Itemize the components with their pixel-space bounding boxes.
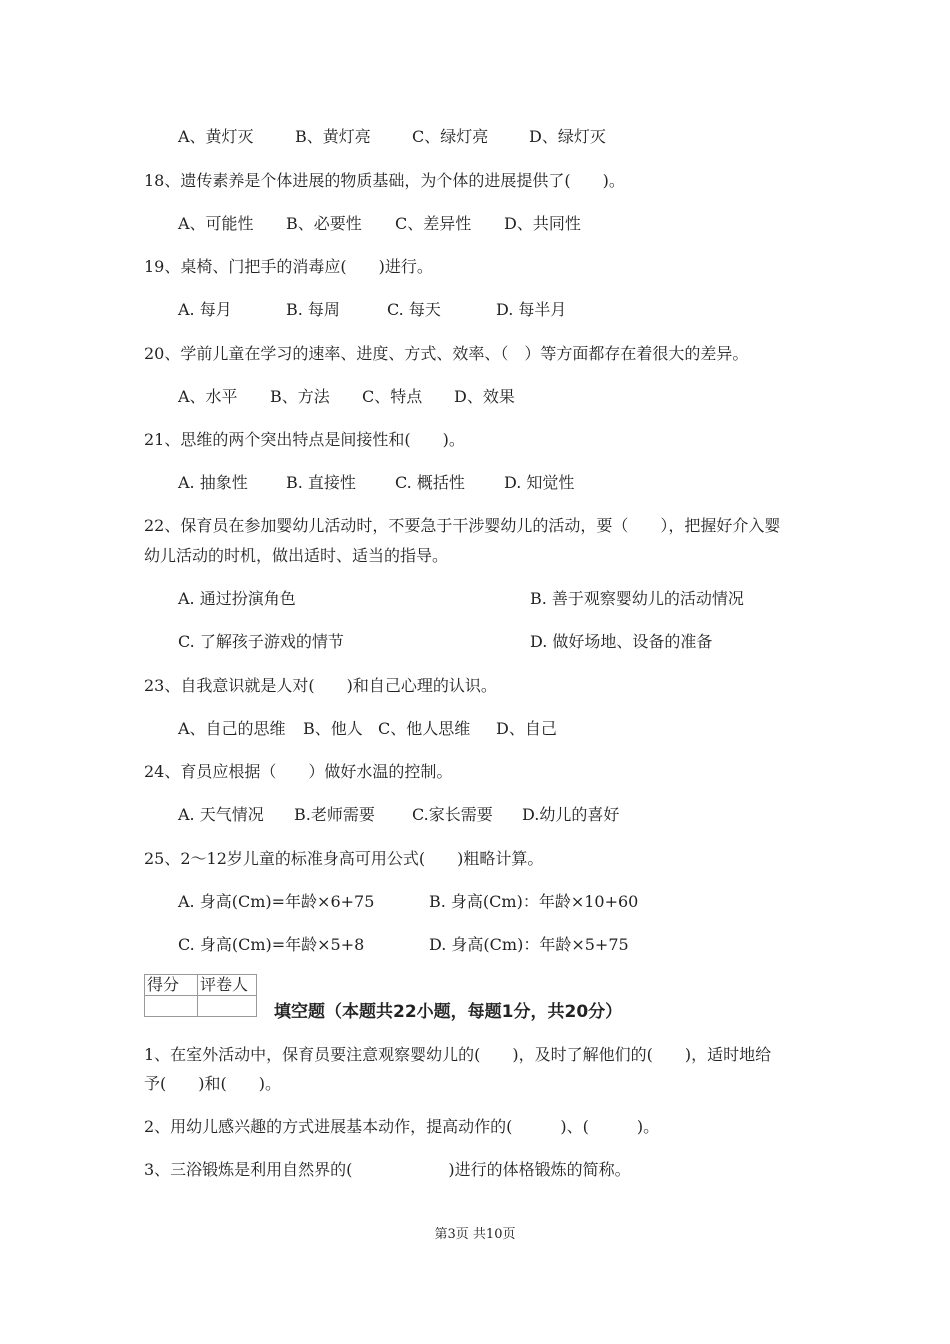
q25-stem: 25、2～12岁儿童的标准身高可用公式( )粗略计算。	[144, 849, 544, 868]
fill-2: 2、用幼儿感兴趣的方式进展基本动作，提高动作的( )、( )。	[144, 1117, 660, 1136]
q20-stem: 20、学前儿童在学习的速率、进度、方式、效率、（ ）等方面都存在着很大的差异。	[144, 344, 749, 363]
score-label: 得分	[145, 975, 198, 996]
q19-option-d: D. 每半月	[496, 300, 567, 319]
score-cell	[145, 996, 198, 1017]
fill-1-line2: 予( )和( )。	[144, 1074, 281, 1093]
q20-option-c: C、特点	[362, 387, 423, 406]
q18-option-d: D、共同性	[504, 214, 581, 233]
q21-option-d: D. 知觉性	[504, 473, 575, 492]
q23-option-d: D、自己	[496, 719, 557, 738]
q17-option-d: D、绿灯灭	[529, 127, 606, 146]
q21-option-b: B. 直接性	[286, 473, 356, 492]
q25-option-b: B. 身高(Cm)：年龄×10+60	[429, 892, 639, 911]
fill-3: 3、三浴锻炼是利用自然界的( )进行的体格锻炼的简称。	[144, 1160, 631, 1179]
q19-option-b: B. 每周	[286, 300, 340, 319]
q19-option-c: C. 每天	[387, 300, 441, 319]
q22-option-c: C. 了解孩子游戏的情节	[178, 632, 344, 651]
q25-option-c: C. 身高(Cm)=年龄×5+8	[178, 935, 365, 954]
q21-stem: 21、思维的两个突出特点是间接性和( )。	[144, 430, 465, 449]
q22-stem-line1: 22、保育员在参加婴幼儿活动时，不要急于干涉婴幼儿的活动，要（ ），把握好介入婴	[144, 516, 781, 535]
q20-option-b: B、方法	[270, 387, 330, 406]
grader-cell	[198, 996, 257, 1017]
q20-option-a: A、水平	[178, 387, 238, 406]
q25-option-a: A. 身高(Cm)=年龄×6+75	[178, 892, 375, 911]
q23-option-a: A、自己的思维	[178, 719, 286, 738]
q20-option-d: D、效果	[454, 387, 515, 406]
section-title: 填空题（本题共22小题，每题1分，共20分）	[274, 1002, 623, 1022]
q17-option-a: A、黄灯灭	[178, 127, 254, 146]
page-footer: 第3页 共10页	[434, 1227, 516, 1242]
q23-option-b: B、他人	[303, 719, 363, 738]
q24-option-c: C.家长需要	[412, 805, 493, 824]
q21-option-a: A. 抽象性	[178, 473, 248, 492]
q22-option-d: D. 做好场地、设备的准备	[530, 632, 713, 651]
q24-option-a: A. 天气情况	[178, 805, 264, 824]
q17-option-c: C、绿灯亮	[412, 127, 489, 146]
q24-option-d: D.幼儿的喜好	[522, 805, 620, 824]
q24-stem: 24、育员应根据（ ）做好水温的控制。	[144, 762, 453, 781]
q18-option-a: A、可能性	[178, 214, 254, 233]
q25-option-d: D. 身高(Cm)：年龄×5+75	[429, 935, 629, 954]
grader-label: 评卷人	[198, 975, 257, 996]
q19-option-a: A. 每月	[178, 300, 232, 319]
q18-option-c: C、差异性	[395, 214, 472, 233]
q22-stem-line2: 幼儿活动的时机，做出适时、适当的指导。	[144, 546, 449, 565]
q21-option-c: C. 概括性	[395, 473, 465, 492]
q23-stem: 23、自我意识就是人对( )和自己心理的认识。	[144, 676, 497, 695]
q22-option-a: A. 通过扮演角色	[178, 589, 296, 608]
q22-option-b: B. 善于观察婴幼儿的活动情况	[530, 589, 744, 608]
q18-option-b: B、必要性	[286, 214, 362, 233]
q17-option-b: B、黄灯亮	[295, 127, 371, 146]
q19-stem: 19、桌椅、门把手的消毒应( )进行。	[144, 257, 433, 276]
q24-option-b: B.老师需要	[294, 805, 375, 824]
fill-1-line1: 1、在室外活动中，保育员要注意观察婴幼儿的( )，及时了解他们的( )，适时地给	[144, 1045, 772, 1064]
score-table	[144, 974, 257, 1017]
q18-stem: 18、遗传素养是个体进展的物质基础，为个体的进展提供了( )。	[144, 171, 625, 190]
q23-option-c: C、他人思维	[378, 719, 471, 738]
